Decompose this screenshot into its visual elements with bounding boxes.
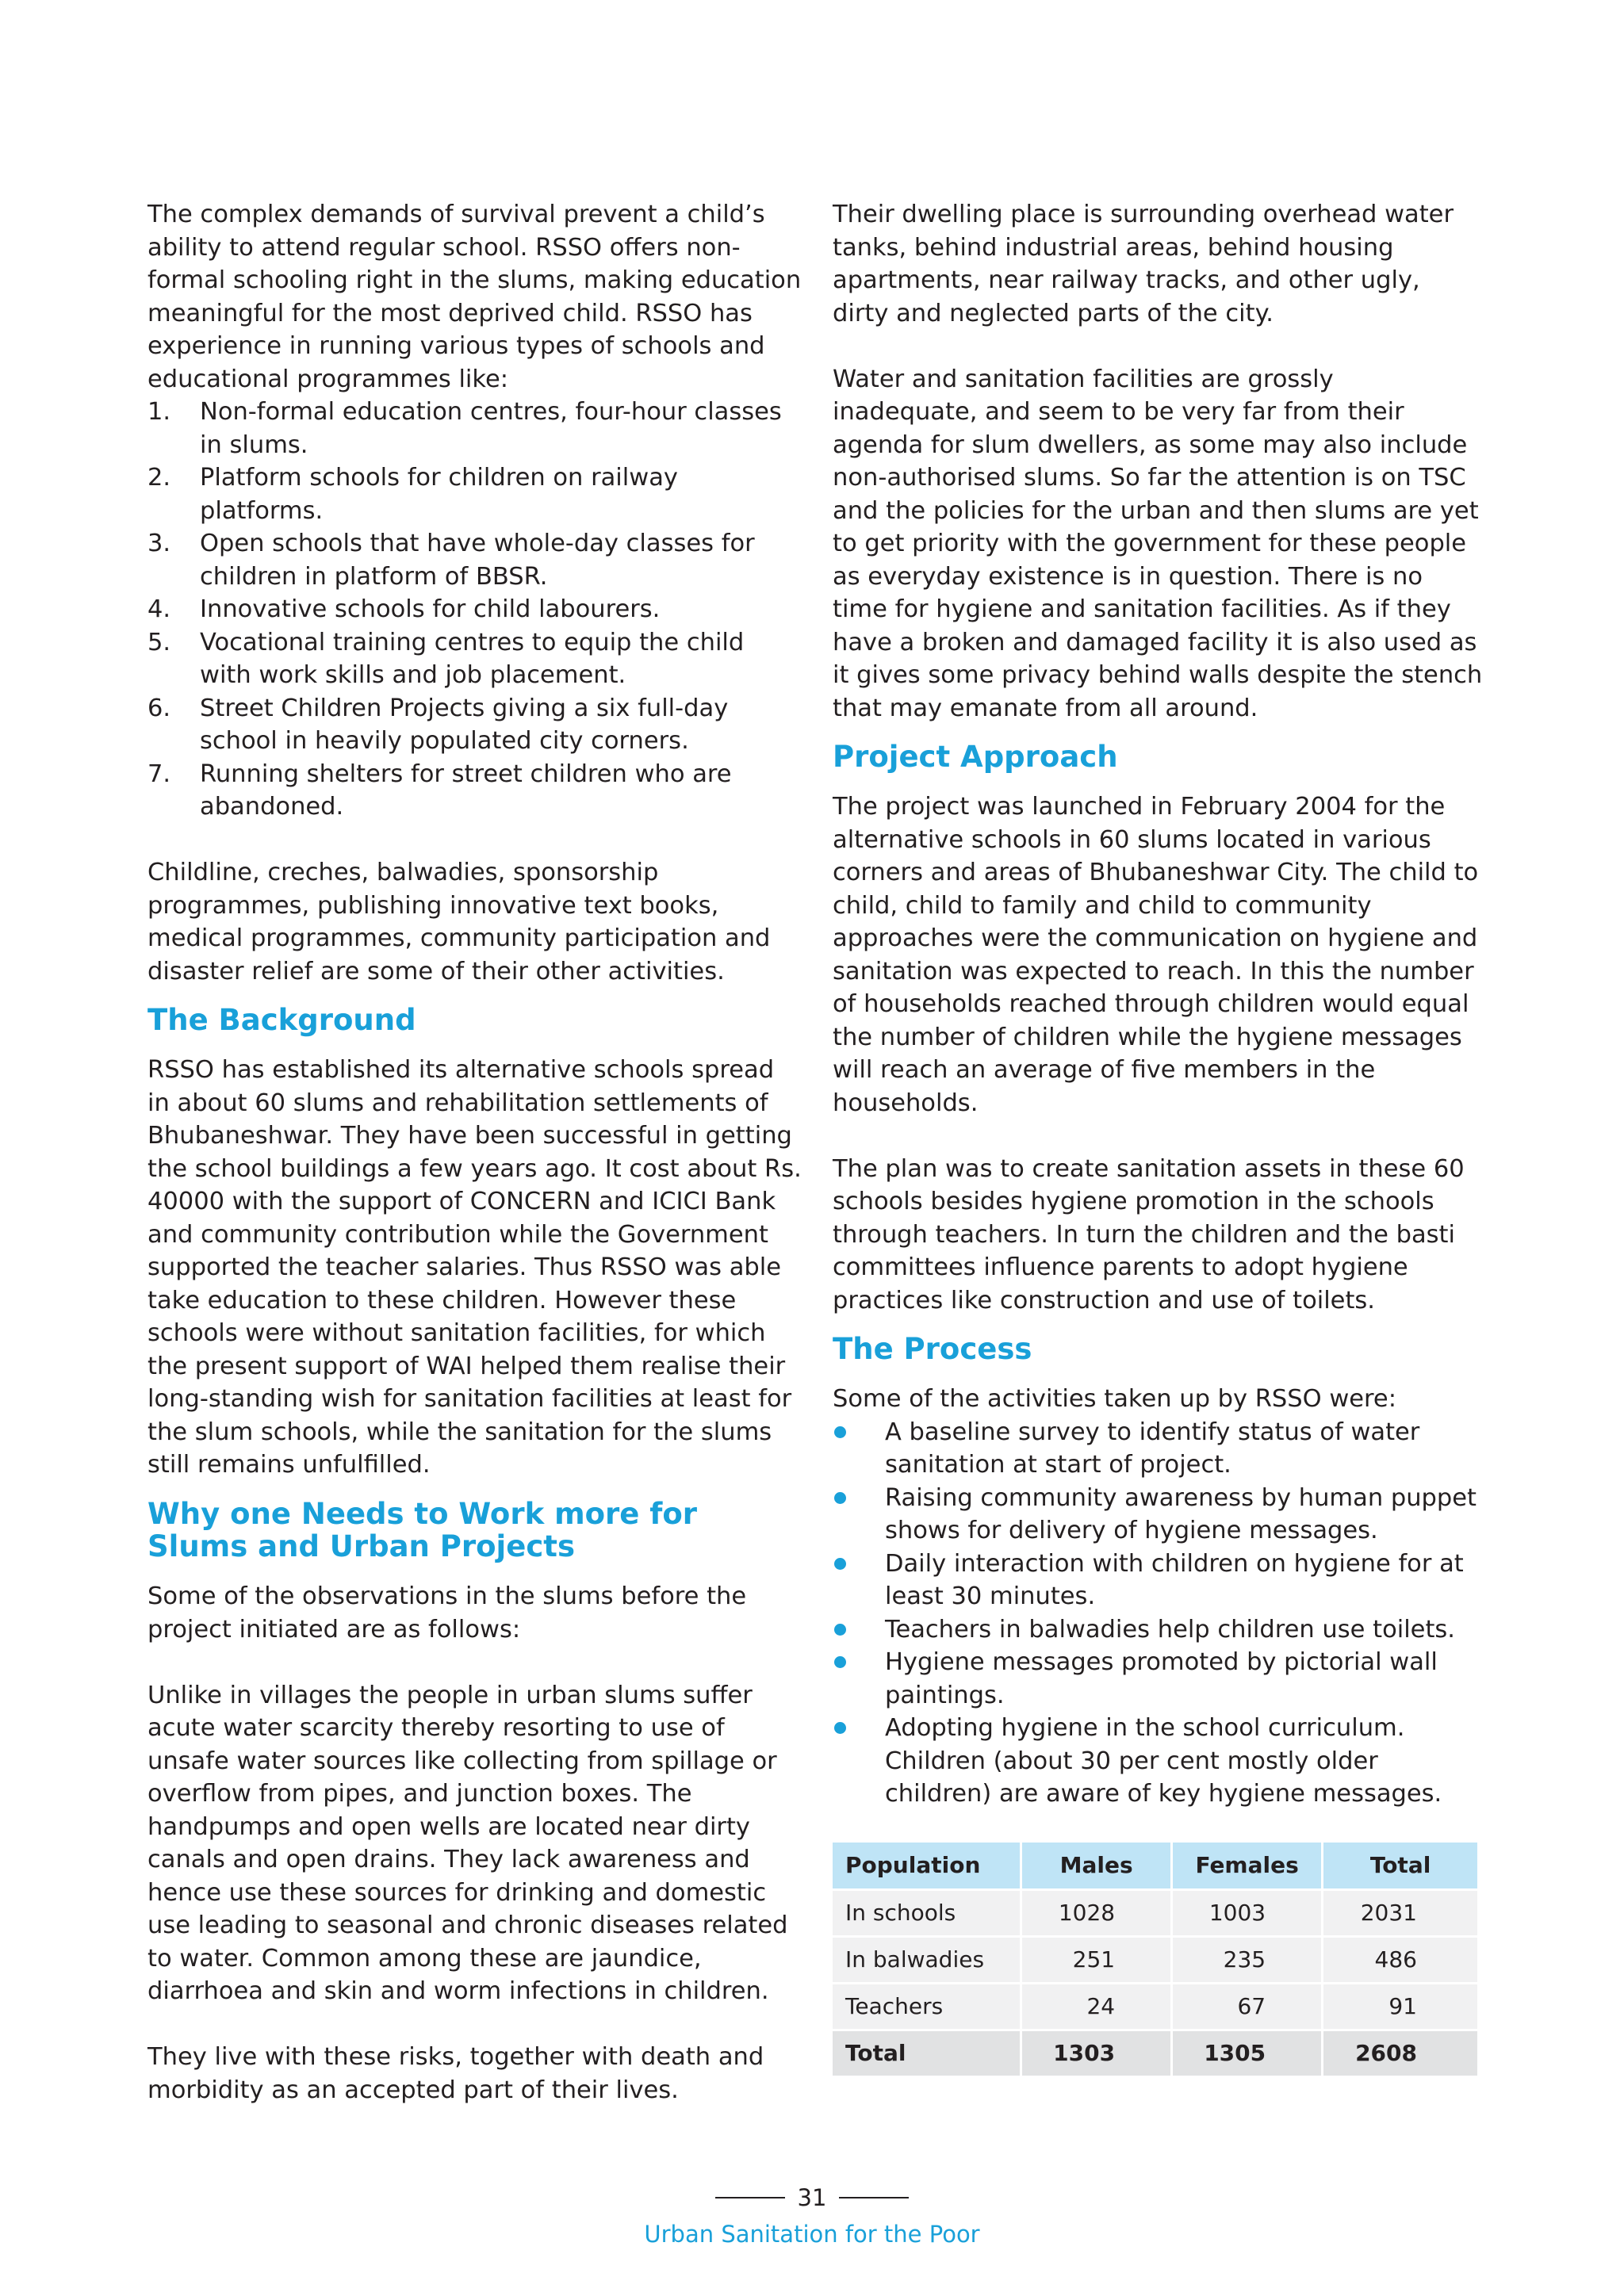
column-header-females: Females xyxy=(1173,1843,1323,1888)
list-number: 4. xyxy=(147,595,171,623)
footer-rule-left xyxy=(715,2197,785,2198)
heading-background: The Background xyxy=(147,1003,416,1037)
activities-paragraph: Childline, creches, balwadies, sponsorship programmes, publishing innovative text books, medical programmes, community participation and disaster relief are some of their other activities. xyxy=(147,859,771,985)
cell-males: 1303 xyxy=(1022,2029,1173,2076)
page-footer xyxy=(0,2182,1624,2250)
cell-females: 1003 xyxy=(1173,1888,1323,1935)
list-text: Street Children Projects giving a six full-day school in heavily populated city corners. xyxy=(200,694,729,755)
cell-total: 2031 xyxy=(1323,1888,1480,1935)
row-label: In balwadies xyxy=(833,1935,1022,1982)
column-header-population: Population xyxy=(833,1843,1022,1888)
row-label: Teachers xyxy=(833,1982,1022,2029)
table-row xyxy=(833,1888,1480,1935)
left-column xyxy=(147,198,802,2107)
list-number: 2. xyxy=(147,464,171,492)
bullet-icon xyxy=(834,1722,846,1734)
list-text: Open schools that have whole-day classes for children in platform of BBSR. xyxy=(200,530,755,591)
risks-paragraph: They live with these risks, together with death and morbidity as an accepted part of their lives. xyxy=(147,2043,764,2104)
heading-project-approach: Project Approach xyxy=(833,740,1118,774)
table-total-row xyxy=(833,2029,1480,2076)
list-text: Platform schools for children on railway platforms. xyxy=(200,464,678,525)
footer-title: Urban Sanitation for the Poor xyxy=(644,2221,980,2248)
list-item xyxy=(147,527,802,593)
list-text: Running shelters for street children who are abandoned. xyxy=(200,760,732,821)
list-item xyxy=(147,593,802,626)
heading-why-slums: Why one Needs to Work more for Slums and Urban Projects xyxy=(147,1496,698,1563)
list-item xyxy=(147,626,802,692)
bullet-text: A baseline survey to identify status of water sanitation at start of project. xyxy=(885,1418,1420,1479)
list-number: 1. xyxy=(147,398,171,426)
list-text: Vocational training centres to equip the child with work skills and job placement. xyxy=(200,628,745,689)
school-types-list xyxy=(147,396,802,824)
bullet-text: Adopting hygiene in the school curriculum. Children (about 30 per cent mostly older children) are aware of key hygiene messages. xyxy=(885,1714,1442,1808)
heading-process: The Process xyxy=(833,1332,1032,1366)
process-intro: Some of the activities taken up by RSSO were: xyxy=(833,1385,1396,1413)
water-scarcity-paragraph: Unlike in villages the people in urban slums suffer acute water scarcity thereby resorting to use of unsafe water sources like collecting from spillage or overflow from pipes, and junction boxes. The handpumps and open wells are located near dirty canals and open drains. They lack awareness and hence use these sources for drinking and domestic use leading to seasonal and chronic diseases related to water. Common among these are jaundice, diarrhoea and skin and worm infections in children. xyxy=(147,1681,788,2005)
bullet-text: Raising community awareness by human puppet shows for delivery of hygiene messages. xyxy=(885,1483,1477,1544)
row-label: Total xyxy=(833,2029,1022,2076)
right-column xyxy=(833,198,1483,2076)
cell-females: 1305 xyxy=(1173,2029,1323,2076)
table-row xyxy=(833,1982,1480,2029)
list-number: 7. xyxy=(147,760,171,788)
cell-total: 2608 xyxy=(1323,2029,1480,2076)
bullet-text: Daily interaction with children on hygiene for at least 30 minutes. xyxy=(885,1549,1464,1610)
bullet-icon xyxy=(834,1426,846,1438)
list-number: 5. xyxy=(147,628,171,656)
list-item xyxy=(833,1646,1483,1712)
list-item xyxy=(147,396,802,461)
cell-total: 91 xyxy=(1323,1982,1480,2029)
plan-paragraph: The plan was to create sanitation assets in these 60 schools besides hygiene promotion in the schools through teachers. In turn the children and the basti committees influence parents to adopt hygiene practices like construction and use of toilets. xyxy=(833,1154,1465,1314)
list-item xyxy=(833,1548,1483,1613)
bullet-icon xyxy=(834,1558,846,1570)
facilities-paragraph: Water and sanitation facilities are grossly inadequate, and seem to be very far from their agenda for slum dwellers, as some may also include non-authorised slums. So far the attention is on TSC and the policies for the urban and then slums are yet to get priority with the government for these people as everyday existence is in question. There is no time for hygiene and sanitation facilities. As if they have a broken and damaged facility it is also used as it gives some privacy behind walls despite the stench that may emanate from all around. xyxy=(833,365,1483,722)
cell-males: 24 xyxy=(1022,1982,1173,2029)
observations-paragraph: Some of the observations in the slums before the project initiated are as follows: xyxy=(147,1582,747,1644)
activities-list xyxy=(833,1416,1483,1811)
page-number: 31 xyxy=(797,2184,827,2211)
dwelling-paragraph: Their dwelling place is surrounding overhead water tanks, behind industrial areas, behind housing apartments, near railway tracks, and other ugly, dirty and neglected parts of the city. xyxy=(833,201,1454,327)
bullet-icon xyxy=(834,1624,846,1636)
bullet-icon xyxy=(834,1492,846,1504)
cell-males: 251 xyxy=(1022,1935,1173,1982)
list-number: 6. xyxy=(147,694,171,722)
cell-males: 1028 xyxy=(1022,1888,1173,1935)
approach-paragraph: The project was launched in February 2004 for the alternative schools in 60 slums located in various corners and areas of Bhubaneshwar City. The child to child, child to family and child to community approaches were the communication on hygiene and sanitation was expected to reach. In this the number of households reached through children would equal the number of children while the hygiene messages will reach an average of five members in the households. xyxy=(833,793,1479,1117)
list-text: Non-formal education centres, four-hour classes in slums. xyxy=(200,398,782,459)
cell-total: 486 xyxy=(1323,1935,1480,1982)
table-row xyxy=(833,1935,1480,1982)
table-header-row xyxy=(833,1843,1480,1888)
list-item xyxy=(147,758,802,824)
cell-females: 235 xyxy=(1173,1935,1323,1982)
bullet-icon xyxy=(834,1656,846,1668)
cell-females: 67 xyxy=(1173,1982,1323,2029)
row-label: In schools xyxy=(833,1888,1022,1935)
list-item xyxy=(833,1482,1483,1548)
list-item xyxy=(833,1613,1483,1647)
list-item xyxy=(147,692,802,758)
intro-paragraph: The complex demands of survival prevent a child’s ability to attend regular school. RSSO offers non-formal schooling right in the slums, making education meaningful for the most deprived child. RSSO has experience in running various types of schools and educational programmes like: xyxy=(147,201,802,393)
page-number-row xyxy=(0,2182,1624,2214)
list-item xyxy=(833,1416,1483,1482)
population-table xyxy=(833,1843,1480,2076)
background-paragraph: RSSO has established its alternative schools spread in about 60 slums and rehabilitation settlements of Bhubaneshwar. They have been successful in getting the school buildings a few years ago. It cost about Rs. 40000 with the support of CONCERN and ICICI Bank and community contribution while the Government supported the teacher salaries. Thus RSSO was able take education to these children. However these schools were without sanitation facilities, for which the present support of WAI helped them realise their long-standing wish for sanitation facilities at least for the slum schools, while the sanitation for the slums still remains unfulfilled. xyxy=(147,1056,802,1479)
list-text: Innovative schools for child labourers. xyxy=(200,595,661,623)
column-header-total: Total xyxy=(1323,1843,1480,1888)
list-item xyxy=(833,1712,1483,1811)
list-item xyxy=(147,461,802,527)
bullet-text: Teachers in balwadies help children use toilets. xyxy=(885,1615,1455,1644)
column-header-males: Males xyxy=(1022,1843,1173,1888)
list-number: 3. xyxy=(147,530,171,557)
bullet-text: Hygiene messages promoted by pictorial wall paintings. xyxy=(885,1648,1438,1709)
footer-rule-right xyxy=(839,2197,909,2198)
